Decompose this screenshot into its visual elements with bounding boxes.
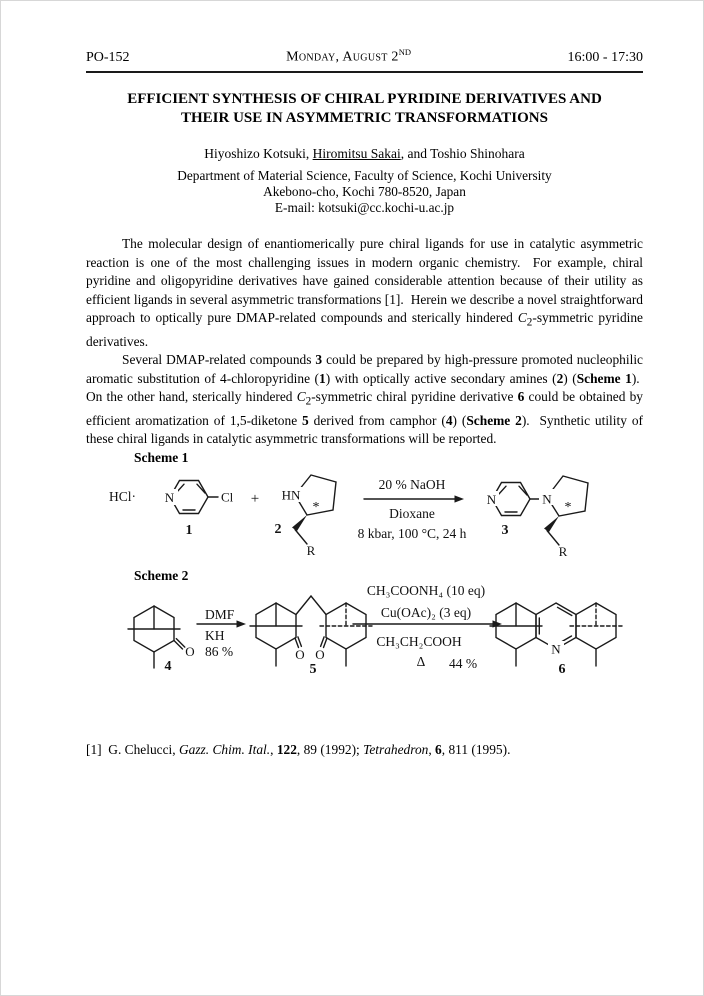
oxygen-label: O <box>185 644 195 659</box>
scheme1-drawing <box>95 467 629 567</box>
session-time: 16:00 - 17:30 <box>567 49 643 65</box>
scheme2-arrow-2 <box>353 583 502 671</box>
carbonyl-bond <box>298 637 302 647</box>
hn-label: HN <box>281 487 301 503</box>
affiliation-department: Department of Material Science, Faculty of Science, Kochi University <box>177 168 552 183</box>
reference-line: [1] G. Chelucci, Gazz. Chim. Ital., 122, 89 (1992); Tetrahedron, 6, 811 (1995). <box>86 742 511 757</box>
paper-title-line2: THEIR USE IN ASYMMETRIC TRANSFORMATIONS <box>180 110 548 126</box>
carbonyl-bond <box>176 639 185 648</box>
abstract-body <box>86 235 643 449</box>
delta-heat-symbol: Δ <box>416 654 426 669</box>
nitrogen-label: N <box>486 492 497 507</box>
r-group-label: R <box>306 543 316 558</box>
reagent-kh: KH <box>205 628 225 643</box>
oxygen-label: O <box>315 647 325 662</box>
nitrogen-label: N <box>164 490 175 505</box>
reagent-ammonium-acetate: CH₃COONH₄ (10 eq) <box>366 583 486 598</box>
reagent-above-arrow: 20 % NaOH <box>378 477 446 492</box>
compound-5-structure <box>250 596 372 677</box>
compound-3-structure <box>484 476 588 559</box>
ch2-r-bond <box>547 531 559 546</box>
scheme2-drawing <box>101 579 646 739</box>
oxygen-label: O <box>295 647 305 662</box>
hcl-label: HCl· <box>109 489 136 504</box>
chlorine-label: Cl <box>221 489 234 505</box>
ch2-linker <box>296 596 326 615</box>
poster-code: PO-152 <box>86 49 130 65</box>
nitrogen-label: N <box>551 641 561 657</box>
solvent-propionic-acid: CH₃CH₂COOH <box>376 634 462 649</box>
paper-title <box>86 90 643 128</box>
amine-nitrogen-label: N <box>542 491 552 507</box>
wedge-bond <box>292 515 307 531</box>
affiliation-block <box>86 168 643 216</box>
carbonyl-bond <box>174 641 183 650</box>
authors-line: Hiyoshizo Kotsuki, Hiromitsu Sakai, and Toshio Shinohara <box>204 146 525 161</box>
plus-sign: + <box>250 491 260 507</box>
arrow-head <box>237 620 247 627</box>
compound-6-structure <box>490 603 622 677</box>
compound-3-number: 3 <box>501 523 509 538</box>
reagent-dmf: DMF <box>205 607 235 622</box>
scheme2-arrow-1 <box>197 607 246 659</box>
session-header <box>86 47 643 73</box>
compound-2-structure <box>275 475 337 558</box>
paper-title-line1: EFFICIENT SYNTHESIS OF CHIRAL PYRIDINE DERIVATIVES AND <box>127 91 602 107</box>
compound-6-number: 6 <box>558 662 566 677</box>
arrow-head <box>455 495 465 502</box>
scheme1-reaction-arrow <box>358 477 467 541</box>
carbonyl-bond <box>321 637 325 647</box>
wedge-bond <box>544 516 559 532</box>
abstract-paragraph-1: The molecular design of enantiomerically pure chiral ligands for use in catalytic asymmetric reaction is one of the most challenging issues in modern organic chemistry. For example, chiral pyridine and oligopyridine derivatives have gained considerable attention because of their utility as efficient ligands in several asymmetric transformations [1]. Herein we describe a novel straightforward approach to optically pure DMAP-related compounds and sterically hindered $C_2$-symmetric pyridine derivatives. <box>86 236 643 349</box>
scheme1-heading: Scheme 1 <box>134 450 189 465</box>
abstract-paragraph-2: Several DMAP-related compounds 3 could be prepared by high-pressure promoted nucleophilic aromatic substitution of 4-chloropyridine (1) with optically active secondary amines (2) (Scheme 1). On the other hand, sterically hindered $C_2$-symmetric chiral pyridine derivative 6 could be obtained by efficient aromatization of 1,5-diketone 5 derived from camphor (4) (Scheme 2). Synthetic utility of these chiral ligands in catalytic asymmetric transformations will be reported. <box>86 352 643 447</box>
affiliation-address: Akebono-cho, Kochi 780-8520, Japan <box>263 184 466 199</box>
compound-1-number: 1 <box>185 523 193 538</box>
solvent-below-arrow: Dioxane <box>389 506 435 521</box>
stereocenter-star: * <box>312 500 320 515</box>
compound-2-number: 2 <box>274 522 282 537</box>
compound-1-structure <box>109 481 234 539</box>
compound-5-number: 5 <box>309 662 317 677</box>
ch2-r-bond <box>295 530 307 545</box>
stereocenter-star: * <box>564 500 572 515</box>
r-group-label: R <box>558 544 568 559</box>
compound-4-number: 4 <box>164 659 172 674</box>
yield-44: 44 % <box>448 656 478 671</box>
session-day: Monday, August 2ND <box>286 47 411 65</box>
day-ordinal-suffix: ND <box>398 47 411 57</box>
compound-4-structure <box>128 606 195 674</box>
yield-86: 86 % <box>205 644 234 659</box>
conditions-below-arrow: 8 kbar, 100 °C, 24 h <box>357 526 467 541</box>
affiliation-email: E-mail: kotsuki@cc.kochi-u.ac.jp <box>274 200 455 215</box>
scheme2-heading: Scheme 2 <box>134 568 189 583</box>
reagent-copper-acetate: Cu(OAc)₂ (3 eq) <box>380 605 472 620</box>
